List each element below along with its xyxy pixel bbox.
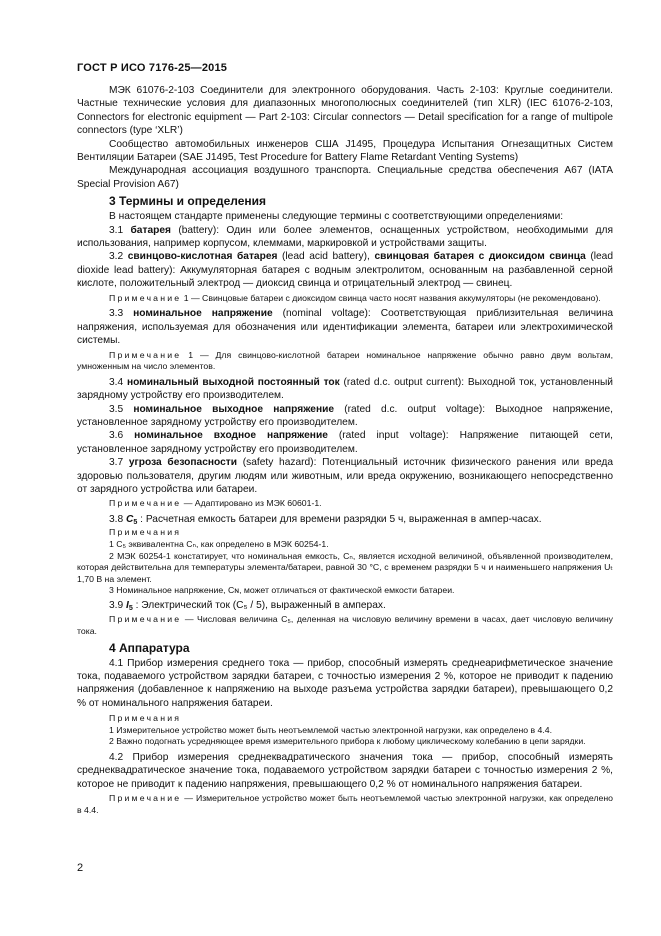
note-3-2: Примечание 1 — Свинцовые батареи с диоксидом свинца часто носят названия аккумуляторы (не рекомендовано). [109,292,601,303]
symbol-c5: C [126,513,134,525]
term-3-5: 3.5 номинальное выходное напряжение (rated d.c. output voltage): Выходное напряжение, установленное зарядному устройству его производителем. [77,403,613,428]
reference-iata-a67: Международная ассоциация воздушного транспорта. Специальные средства обеспечения А67 (IATA Special Provision A67) [77,165,613,190]
notes-3-8-label: Примечания [109,527,182,538]
term-3-7: 3.7 угроза безопасности (safety hazard): Потенциальный источник физического ранения или вреда здоровью пользователя, другим людям или животным, или вреда окружению, возникающего непосредственно от зарядного устройства или батареи. [77,457,613,495]
page-content [77,84,613,819]
clause-4-2: 4.2 Прибор измерения среднеквадратического значения тока — прибор, способный измерять среднеквадратическое значение тока, подаваемого устройством зарядки батареи с точностью измерения 2 %, которое не приводит к падению напряжения, превышающего 0,2 % от номинального напряжения батареи. [77,751,613,790]
note-3-7: Примечание — Адаптировано из МЭК 60601-1. [109,498,322,509]
reference-iec-61076: МЭК 61076-2-103 Соединители для электронного оборудования. Часть 2-103: Круглые соединители. Частные технические условия для диапазонных многополюсных соединителей (тип XLR) (IEC 61076-2-103, Connectors for electronic equipment — Part 2-103: Circular connectors — Detail specification for a range of multipole connectors (type ‘XLR’) [77,85,613,137]
term-3-6: 3.6 номинальное входное напряжение (rated input voltage): Напряжение питающей сети, установленное зарядному устройству его производителем. [77,430,613,455]
section-3-heading: 3 Термины и определения [109,194,267,209]
note-4-1-2: 2 Важно подогнать усредняющее время измерительного прибора к любому циклическому колебанию в цепи зарядки. [109,736,586,747]
section-4-heading: 4 Аппаратура [109,640,190,655]
clause-4-1: 4.1 Прибор измерения среднего тока — прибор, способный измерять среднеарифметическое значение тока, подаваемого устройством зарядки батареи, с точностью измерения 2 %, которое не приводит к падению напряжения (добавленное к напряжению на выходе разъема устройства зарядки батареи), превышающего 0,2 % от номинального напряжения батареи. [77,657,613,709]
term-3-2: 3.2 свинцово-кислотная батарея (lead acid battery), свинцовая батарея с диоксидом свинца (lead dioxide lead battery): Аккумуляторная батарея с водным электролитом, основанным на разбавленной серной кислоте, положительный электрод — диоксид свинца и отрицательный электрод — свинец. [77,251,614,290]
term-name: номинальное напряжение [133,308,273,320]
term-name: свинцово-кислотная батарея [127,251,278,263]
notes-4-1-label: Примечания [109,713,182,724]
note-3-8-2: 2 МЭК 60254-1 констатирует, что номинальная емкость, Cₙ, является исходной величиной, объявленной производителем, которая действительна для температуры элемента/батареи, равной 30 °С, с временем разрядки 5 ч и наименьшего напряжения Uₜ 1,70 В на элемент. [77,550,613,584]
note-3-3: Примечание 1 — Для свинцово-кислотной батареи номинальное напряжение обычно равно двум вольтам, умноженным на число элементов. [77,349,613,372]
term-name: номинальный выходной постоянный ток [126,376,340,388]
note-3-9: Примечание — Числовая величина C₅, деленная на числовую величину времени в часах, дает числовую величину тока. [77,614,613,636]
note-4-2: Примечание — Измерительное устройство может быть неотъемлемой частью электронной нагрузки, как определено в 4.4. [77,793,613,815]
note-3-8-1: 1 C₅ эквивалентна Cₙ, как определено в МЭК 60254-1. [109,538,329,549]
term-3-3: 3.3 номинальное напряжение (nominal voltage): Соответствующая приблизительная величина напряжения, используемая для обозначения или идентификации элемента, батареи или электрохимической системы. [77,308,613,347]
term-name: угроза безопасности [128,457,238,469]
section-3-intro: В настоящем стандарте применены следующие термины с соответствующими определениями: [109,211,564,223]
term-name: номинальное выходное напряжение [133,403,335,415]
page-number: 2 [77,862,84,874]
term-3-8: 3.8 $C_5$ : Расчетная емкость батареи для времени разрядки 5 ч, выраженная в ампер-часах. [109,513,542,526]
standard-header: ГОСТ Р ИСО 7176-25—2015 [77,62,228,74]
note-3-8-3: 3 Номинальное напряжение, Cɴ, может отличаться от фактической емкости батареи. [109,585,455,596]
note-4-1-1: 1 Измерительное устройство может быть неотъемлемой частью электронной нагрузки, как определено в 4.4. [109,724,553,735]
term-name: номинальное входное напряжение [134,430,328,442]
symbol-i5: I [126,599,129,611]
term-name-2: свинцовая батарея с диоксидом свинца [374,251,586,263]
term-3-4: 3.4 номинальный выходной постоянный ток (rated d.c. output current): Выходной ток, установленный зарядному устройству его производителем. [77,376,613,402]
term-3-9: 3.9 $I_5$ : Электрический ток (C₅ / 5), выраженный в амперах. [109,599,386,612]
term-name: батарея [130,224,171,236]
reference-sae-j1495: Сообщество автомобильных инженеров США J1495, Процедура Испытания Огнезащитных Систем Вентиляции Батареи (SAE J1495, Test Procedure for Battery Flame Retardant Venting Systems) [77,138,613,164]
term-3-1: 3.1 батарея (battery): Один или более элементов, оснащенных устройством, необходимыми для использования, например корпусом, клеммами, маркировкой и устройствами защиты. [77,224,613,250]
